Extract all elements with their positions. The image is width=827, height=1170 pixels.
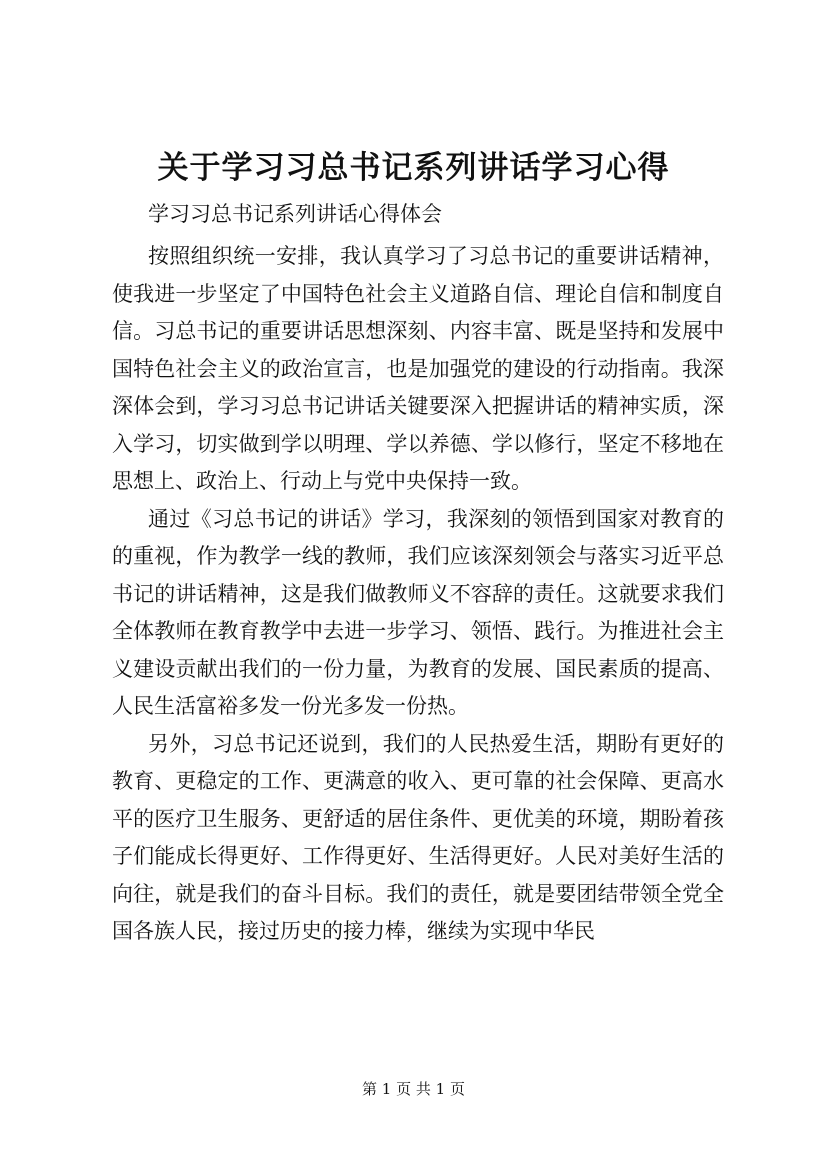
paragraph-3: 另外，习总书记还说到，我们的人民热爱生活，期盼有更好的教育、更稳定的工作、更满意的收入、更可靠的社会保障、更高水平的医疗卫生服务、更舒适的居住条件、更优美的环境，期盼着孩子们能成长得更好、工作得更好、生活得更好。人民对美好生活的向往，就是我们的奋斗目标。我们的责任，就是要团结带领全党全国各族人民，接过历史的接力棒，继续为实现中华民 <box>112 731 724 943</box>
paragraph-1: 按照组织统一安排，我认真学习了习总书记的重要讲话精神，使我进一步坚定了中国特色社会主义道路自信、理论自信和制度自信。习总书记的重要讲话思想深刻、内容丰富、既是坚持和发展中国特色社会主义的政治宣言，也是加强党的建设的行动指南。我深深体会到，学习习总书记讲话关键要深入把握讲话的精神实质，深入学习，切实做到学以明理、学以养德、学以修行，坚定不移地在思想上、政治上、行动上与党中央保持一致。 <box>112 244 724 493</box>
document-body <box>112 238 724 951</box>
page-footer: 第 1 页 共 1 页 <box>362 1080 465 1098</box>
document-subtitle: 学习习总书记系列讲话心得体会 <box>148 202 442 226</box>
document-title: 关于学习习总书记系列讲话学习心得 <box>157 150 670 186</box>
paragraph-2: 通过《习总书记的讲话》学习，我深刻的领悟到国家对教育的的重视，作为教学一线的教师，我们应该深刻领会与落实习近平总书记的讲话精神，这是我们做教师义不容辞的责任。这就要求我们全体教师在教育教学中去进一步学习、领悟、践行。为推进社会主义建设贡献出我们的一份力量，为教育的发展、国民素质的提高、人民生活富裕多发一份光多发一份热。 <box>112 506 724 718</box>
